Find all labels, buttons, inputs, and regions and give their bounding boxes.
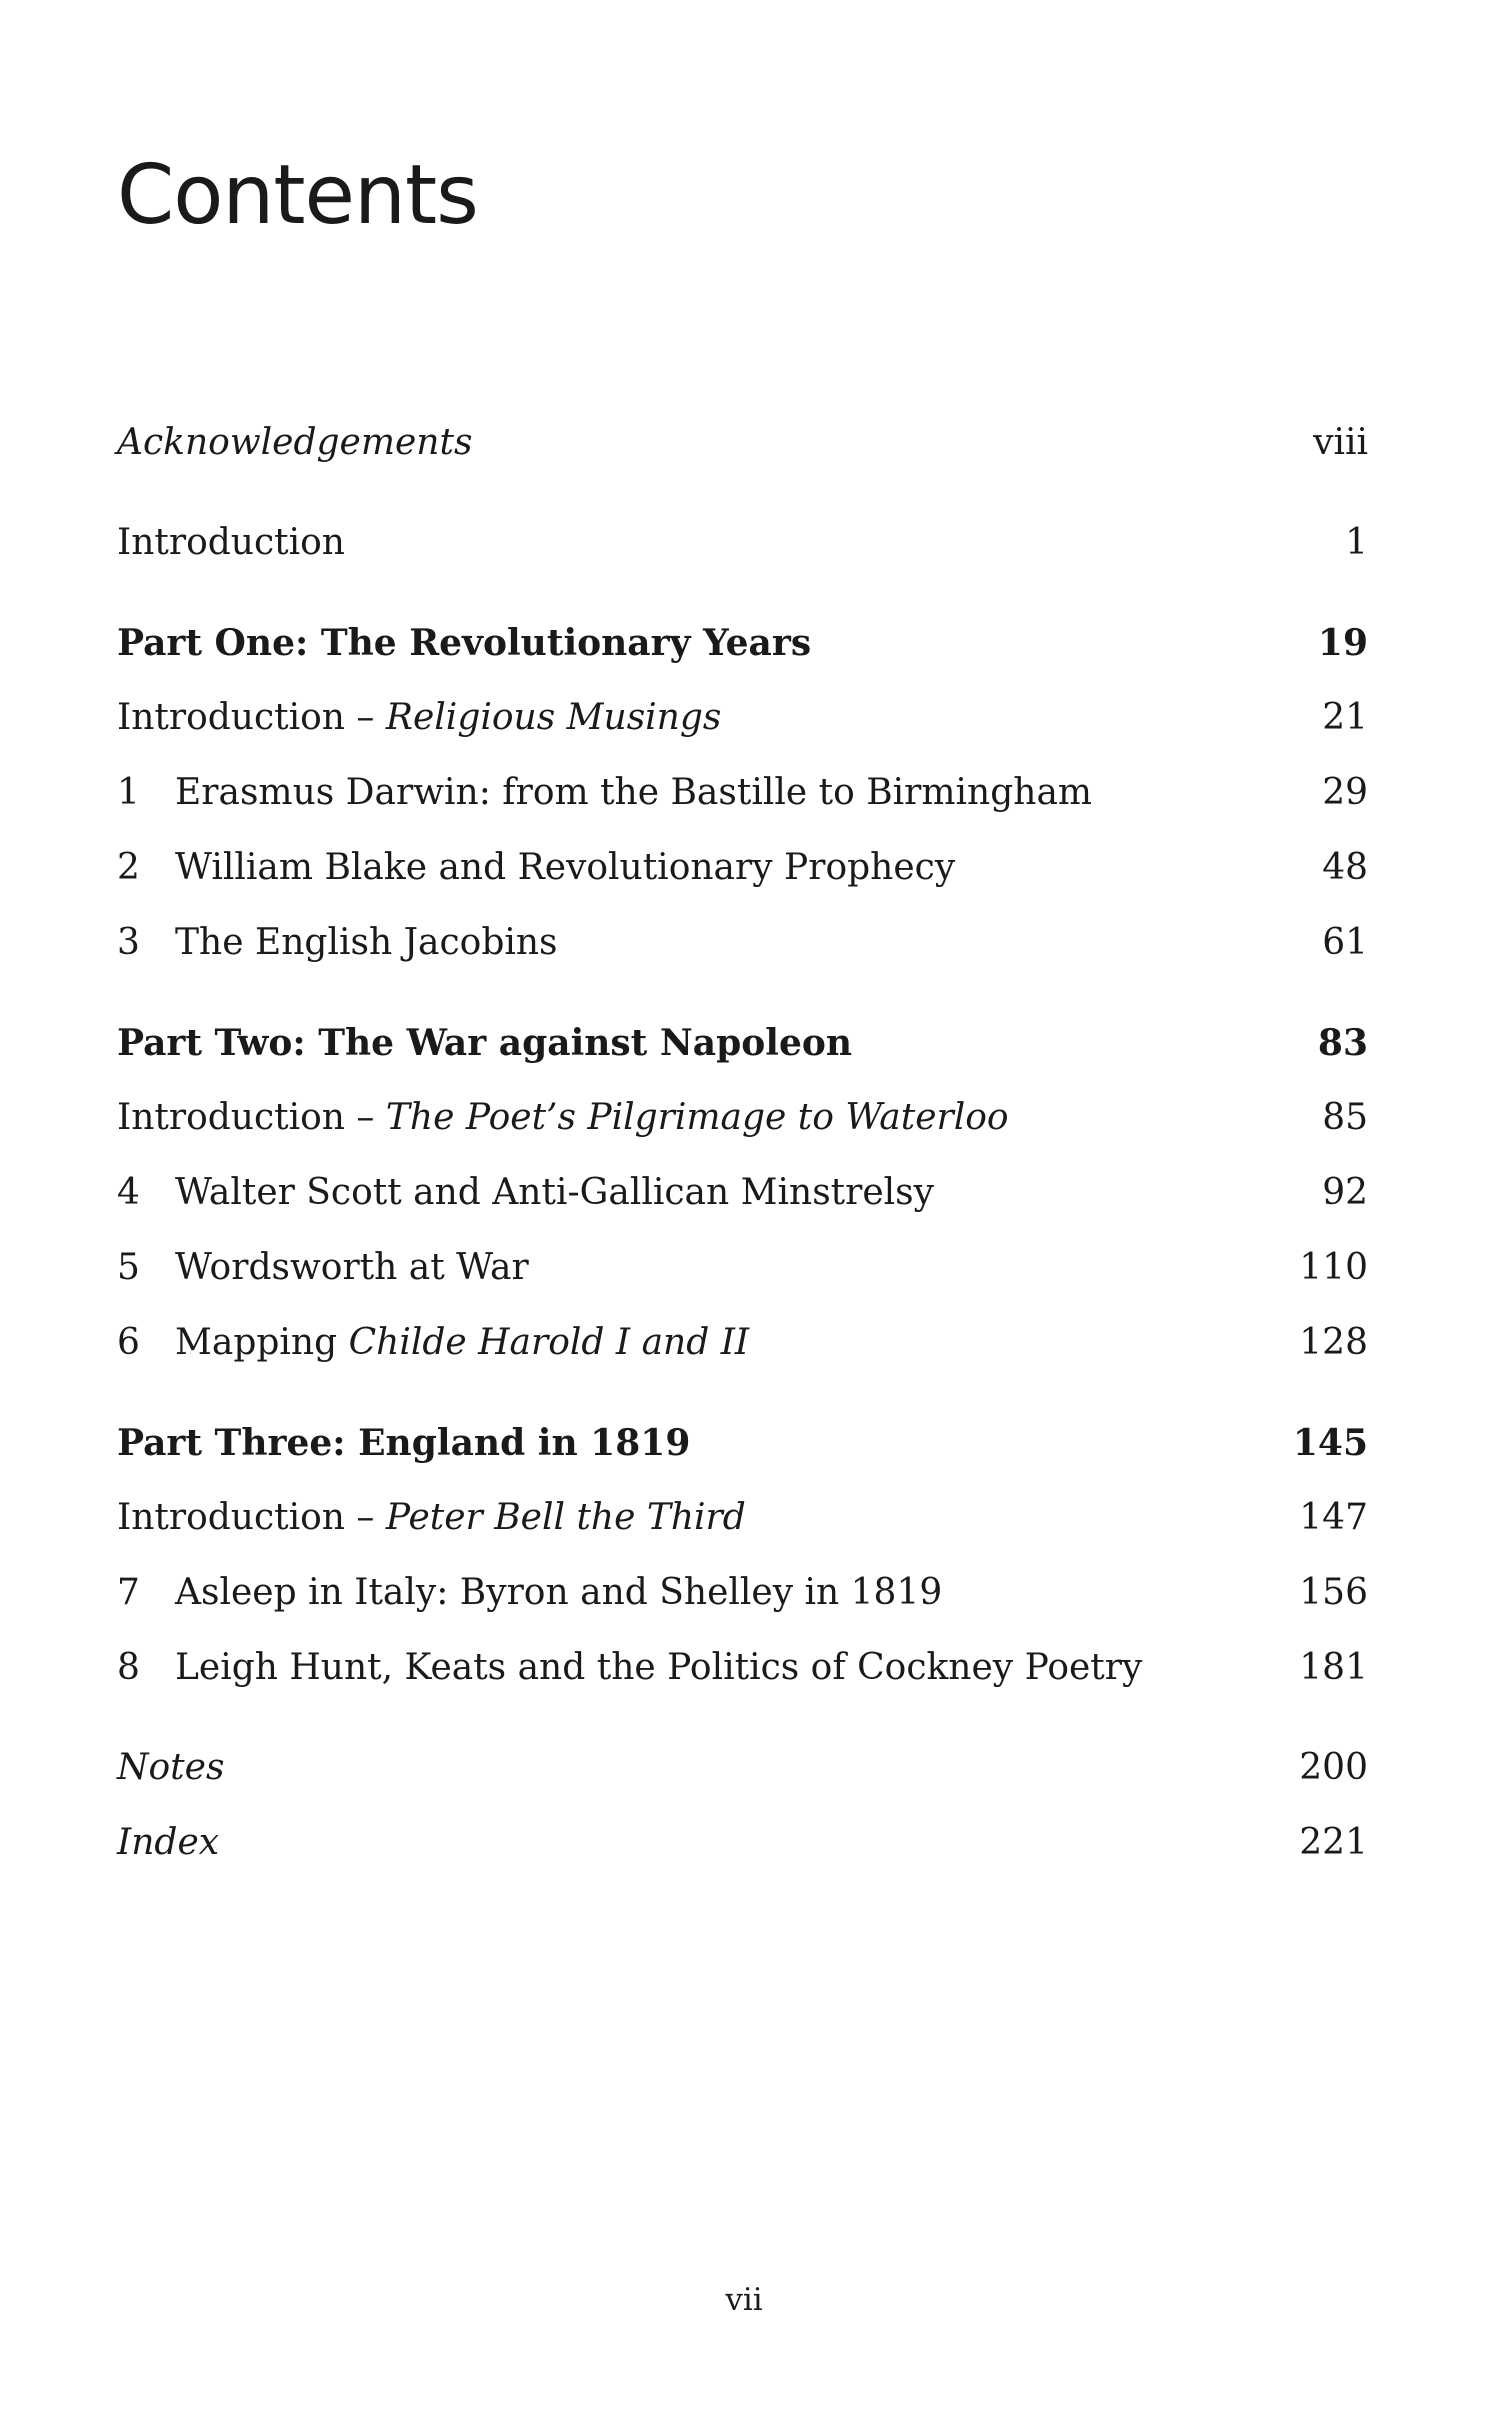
chapter-number: 4 [117,1172,140,1213]
toc-part-introduction[interactable] [117,693,1368,743]
chapter-number: 1 [117,772,140,813]
intro-prefix: Introduction – [117,697,386,738]
toc-page-number: 85 [1322,1097,1368,1138]
chapter-title: William Blake and Revolutionary Prophecy [175,847,956,888]
chapter-title: Asleep in Italy: Byron and Shelley in 1819 [175,1572,943,1613]
chapter-title: Walter Scott and Anti-Gallican Minstrelsy [175,1172,934,1213]
toc-part-title: Part One: The Revolutionary Years [117,622,812,664]
toc-part-introduction[interactable] [117,1493,1368,1543]
chapter-number: 6 [117,1322,140,1363]
toc-part-heading[interactable] [117,1018,1368,1068]
toc-entry-label: Acknowledgements [117,422,473,463]
toc-page-number: 1 [1345,522,1368,563]
toc-entry-label [117,693,721,743]
toc-page-number: 61 [1322,922,1368,963]
page-folio: vii [725,2282,763,2318]
toc-chapter[interactable] [117,1318,1368,1368]
toc-entry-label [117,1093,1009,1143]
toc-entry-label: Introduction [117,522,345,563]
toc-part-introduction[interactable] [117,1093,1368,1143]
intro-title: The Poet’s Pilgrimage to Waterloo [385,1097,1009,1138]
chapter-number: 3 [117,922,140,963]
intro-prefix: Introduction – [117,1497,386,1538]
toc-page-number: 92 [1322,1172,1368,1213]
toc-chapter[interactable] [117,1643,1368,1693]
chapter-number: 5 [117,1247,140,1288]
toc-part-title: Part Three: England in 1819 [117,1422,691,1464]
chapter-title: Leigh Hunt, Keats and the Politics of Cockney Poetry [175,1647,1143,1688]
toc-page-number: 19 [1317,622,1368,664]
toc-page-number: 48 [1322,847,1368,888]
toc-page-number: 110 [1299,1247,1368,1288]
chapter-title-italic: Childe Harold I and II [348,1322,750,1363]
toc-chapter[interactable] [117,1168,1368,1218]
toc-entry-label [117,1493,746,1543]
chapter-title: Wordsworth at War [175,1247,529,1288]
intro-title: Religious Musings [385,697,722,738]
toc-page-number: 200 [1299,1747,1368,1788]
toc-page-number: 181 [1299,1647,1368,1688]
chapter-number: 8 [117,1647,140,1688]
toc-entry-introduction[interactable] [117,518,1368,568]
toc-chapter[interactable] [117,918,1368,968]
toc-page-number: 147 [1299,1497,1368,1538]
toc-entry-index[interactable] [117,1818,1368,1868]
page-title: Contents [117,148,478,243]
toc-page-number: viii [1313,422,1368,463]
toc-part-title: Part Two: The War against Napoleon [117,1022,853,1064]
toc-page-number: 21 [1322,697,1368,738]
toc-chapter[interactable] [117,1243,1368,1293]
chapter-title-prefix: Mapping [175,1322,349,1363]
toc-page-number: 156 [1299,1572,1368,1613]
chapter-title: The English Jacobins [175,922,558,963]
toc-entry-label: Index [117,1822,220,1863]
chapter-number: 7 [117,1572,140,1613]
toc-entry-notes[interactable] [117,1743,1368,1793]
chapter-title: Erasmus Darwin: from the Bastille to Birmingham [175,772,1093,813]
toc-page-number: 29 [1322,772,1368,813]
toc-part-heading[interactable] [117,1418,1368,1468]
toc-page-number: 128 [1299,1322,1368,1363]
toc-part-heading[interactable] [117,618,1368,668]
toc-entry-acknowledgements[interactable] [117,418,1368,468]
intro-title: Peter Bell the Third [385,1497,746,1538]
toc-page-number: 83 [1317,1022,1368,1064]
toc-chapter[interactable] [117,1568,1368,1618]
toc-chapter[interactable] [117,843,1368,893]
intro-prefix: Introduction – [117,1097,386,1138]
toc-entry-label: Notes [117,1747,225,1788]
toc-page-number: 145 [1292,1422,1368,1464]
toc-chapter[interactable] [117,768,1368,818]
toc-page-number: 221 [1299,1822,1368,1863]
chapter-number: 2 [117,847,140,888]
